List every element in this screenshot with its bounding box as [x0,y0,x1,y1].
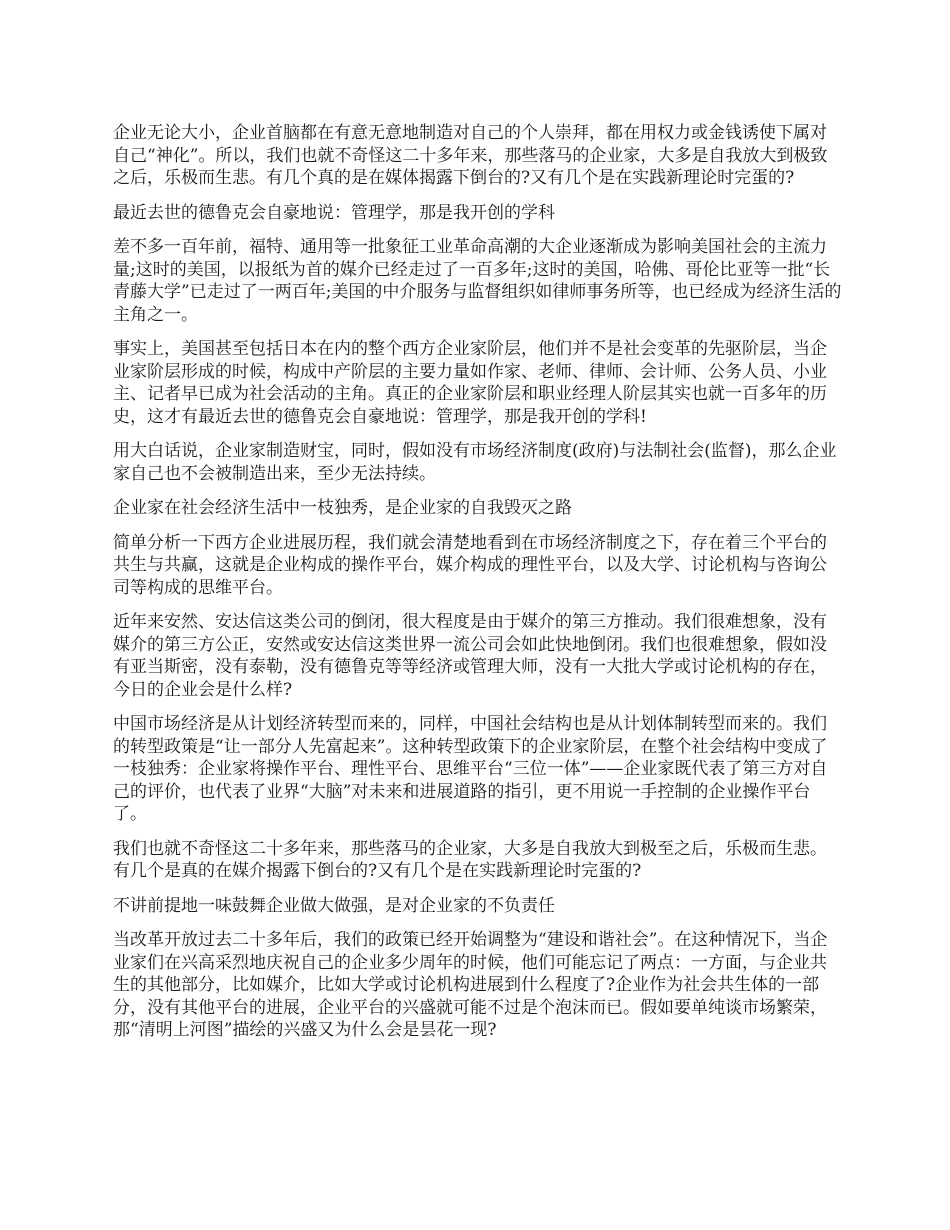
section-heading-drucker: 最近去世的德鲁克会自豪地说：管理学，那是我开创的学科 [113,202,555,223]
paragraph-12: 当改革开放过去二十多年后，我们的政策已经开始调整为“建设和谐社会”。在这种情况下，当企业家们在兴高采烈地庆祝自己的企业多少周年的时候，他们可能忘记了两点：一方面，与企业共生的其他部分，比如媒介，比如大学或讨论机构进展到什么程度了?企业作为社会共生体的一部分，没有其他平台的进展，企业平台的兴盛就可能不过是个泡沫而已。假如要单纯谈市场繁荣，那“清明上河图”描绘的兴盛又为什么会是昙花一现? [113,930,828,1040]
paragraph-7: 简单分析一下西方企业进展历程，我们就会清楚地看到在市场经济制度之下，存在着三个平台的共生与共赢，这就是企业构成的操作平台，媒介构成的理性平台，以及大学、讨论机构与咨询公司等构成的思维平台。 [113,532,827,598]
paragraph-10: 我们也就不奇怪这二十多年来，那些落马的企业家，大多是自我放大到极至之后，乐极而生悲。有几个是真的在媒介揭露下倒台的?又有几个是在实践新理论时完蛋的? [113,838,827,881]
section-heading-responsibility: 不讲前提地一味鼓舞企业做大做强，是对企业家的不负责任 [113,895,555,916]
paragraph-3: 差不多一百年前，福特、通用等一批象征工业革命高潮的大企业逐渐成为影响美国社会的主流力量;这时的美国，以报纸为首的媒介已经走过了一百多年;这时的美国，哈佛、哥伦比亚等一批“长青藤大学”已走过了一两百年;美国的中介服务与监督组织如律师事务所等，也已经成为经济生活的主角之一。 [113,237,842,325]
paragraph-4: 事实上，美国甚至包括日本在内的整个西方企业家阶层，他们并不是社会变革的先驱阶层，当企业家阶层形成的时候，构成中产阶层的主要力量如作家、老师、律师、会计师、公务人员、小业主、记者早已成为社会活动的主角。真正的企业家阶层和职业经理人阶层其实也就一百多年的历史，这才有最近去世的德鲁克会自豪地说：管理学，那是我开创的学科! [113,339,827,427]
section-heading-self-destruction: 企业家在社会经济生活中一枝独秀，是企业家的自我毁灭之路 [113,498,572,518]
paragraph-1: 企业无论大小，企业首脑都在有意无意地制造对自己的个人崇拜，都在用权力或金钱诱使下属对自己“神化”。所以，我们也就不奇怪这二十多年来，那些落马的企业家，大多是自我放大到极致之后，乐极而生悲。有几个真的是在媒体揭露下倒台的?又有几个是在实践新理论时完蛋的? [113,123,828,188]
paragraph-9: 中国市场经济是从计划经济转型而来的，同样，中国社会结构也是从计划体制转型而来的。我们的转型政策是“让一部分人先富起来”。这种转型政策下的企业家阶层，在整个社会结构中变成了一枝独秀：企业家将操作平台、理性平台、思维平台“三位一体”——企业家既代表了第三方对自己的评价，也代表了业界“大脑”对未来和进展道路的指引，更不用说一手控制的企业操作平台了。 [113,714,828,824]
document-body [113,122,843,1054]
paragraph-8: 近年来安然、安达信这类公司的倒闭，很大程度是由于媒介的第三方推动。我们很难想象，没有媒介的第三方公正，安然或安达信这类世界一流公司会如此快地倒闭。我们也很难想象，假如没有亚当斯密，没有泰勒，没有德鲁克等等经济或管理大师，没有一大批大学或讨论机构的存在，今日的企业会是什么样? [113,612,827,700]
paragraph-5: 用大白话说，企业家制造财宝，同时，假如没有市场经济制度(政府)与法制社会(监督)，那么企业家自己也不会被制造出来，至少无法持续。 [113,441,837,484]
